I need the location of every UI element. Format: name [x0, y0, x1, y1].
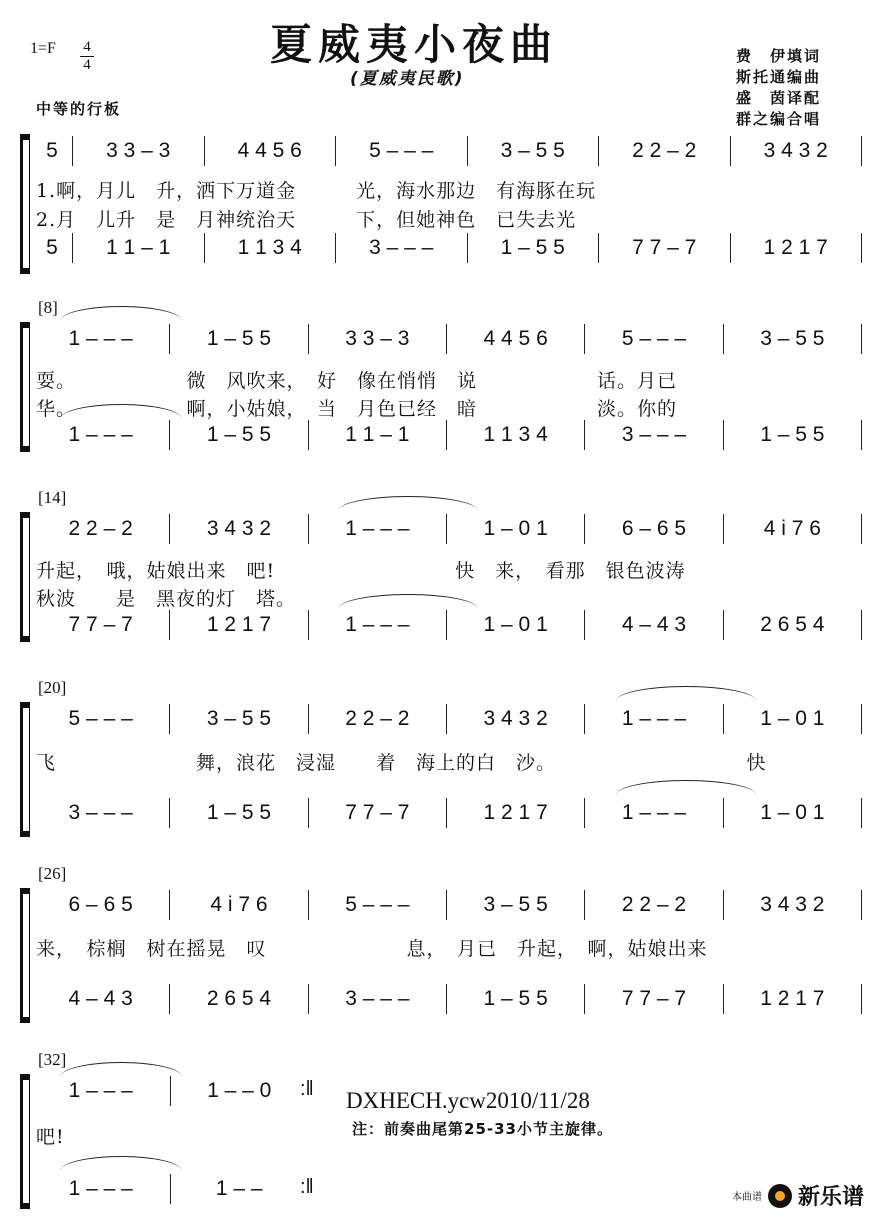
measure: [32, 704, 170, 734]
measure: [585, 610, 723, 640]
measure: [32, 420, 170, 450]
measure: [309, 704, 447, 734]
notes: 3 – 5 5: [206, 707, 272, 730]
watermark-prefix: 本曲谱: [732, 1192, 762, 1203]
notes: 2 2 – 2: [68, 517, 133, 540]
notes: 3 – – –: [68, 801, 133, 824]
measure: [724, 704, 862, 734]
notes: 7 7 – 7: [621, 987, 687, 1010]
score-system-3: [0, 482, 888, 652]
notes: 1 1 3 4: [237, 236, 302, 259]
notes: 3 3 – 3: [106, 139, 171, 162]
vinyl-record-icon: [768, 1184, 792, 1208]
notes: 2 6 5 4: [206, 987, 272, 1010]
lyric-verse-1: 1.啊，月儿 升，洒下万道金 光，海水那边 有海豚在玩: [36, 180, 597, 202]
notes: 1 – 5 5: [500, 236, 565, 259]
measure: [170, 610, 308, 640]
system-brace: [20, 888, 30, 1023]
notes: 4 i 7 6: [763, 517, 821, 540]
lower-staff: [32, 233, 862, 263]
upper-staff: [32, 890, 862, 920]
measure-number: [8]: [38, 298, 58, 317]
arranger-signature: DXHECH.ycw2010/11/28: [346, 1088, 590, 1113]
measure: [32, 324, 170, 354]
lower-staff: [32, 798, 862, 828]
measure: [724, 610, 862, 640]
measure: [585, 890, 723, 920]
notes: 4 i 7 6: [210, 893, 268, 916]
notes: 1 – – –: [68, 423, 133, 446]
measure: [32, 984, 170, 1014]
notes: 1 – 0 1: [760, 707, 825, 730]
measure: [585, 798, 723, 828]
measure: [447, 324, 585, 354]
measure: [32, 136, 73, 166]
lyric-verse-1: 来， 棕榈 树在摇晃 叹 息， 月已 升起， 啊，姑娘出来: [36, 938, 708, 960]
notes: 1 – 5 5: [760, 423, 825, 446]
measure: [170, 514, 308, 544]
measure: [724, 798, 862, 828]
measure: [309, 890, 447, 920]
notes: 3 4 3 2: [760, 893, 825, 916]
measure: [32, 890, 170, 920]
notes: 2 2 – 2: [345, 707, 410, 730]
tie: [60, 306, 182, 321]
system-brace: [20, 512, 30, 642]
measure: [170, 704, 308, 734]
tie: [338, 496, 478, 511]
system-brace: [20, 322, 30, 452]
notes: 7 7 – 7: [345, 801, 410, 824]
measure: [336, 136, 468, 166]
measure: [309, 514, 447, 544]
measure: [170, 420, 308, 450]
time-signature-top: 4: [83, 39, 91, 55]
measure: [724, 420, 862, 450]
upper-staff: [32, 136, 862, 166]
notes: 1 – 5 5: [206, 327, 272, 350]
notes: 1 – 0 1: [483, 613, 548, 636]
notes: 4 4 5 6: [237, 139, 302, 162]
measure: [599, 233, 731, 263]
measure: [32, 610, 170, 640]
measure: [73, 136, 205, 166]
measure: [205, 233, 337, 263]
system-brace: [20, 134, 30, 274]
notes: 3 – – –: [621, 423, 687, 446]
notes: 3 – 5 5: [483, 893, 548, 916]
upper-staff: [32, 704, 862, 734]
notes: 2 6 5 4: [760, 613, 825, 636]
notes: 1 2 1 7: [206, 613, 272, 636]
measure: [447, 610, 585, 640]
credit-lyricist: 费 伊填词: [736, 47, 822, 65]
key-signature: 1=F: [30, 40, 56, 57]
notes: 1 – 5 5: [483, 987, 548, 1010]
measure-number: [32]: [38, 1050, 67, 1069]
notes: 5: [46, 236, 58, 259]
notes: 1 2 1 7: [760, 987, 825, 1010]
measure: [170, 798, 308, 828]
measure: [170, 984, 308, 1014]
lyric-verse-1: 吧!: [36, 1126, 65, 1148]
measure: [73, 233, 205, 263]
notes: 4 4 5 6: [483, 327, 548, 350]
notes: 5 – – –: [68, 707, 133, 730]
measure: [32, 1076, 171, 1106]
measure: [447, 420, 585, 450]
credit-arranger: 群之编合唱: [736, 110, 822, 128]
measure: [731, 233, 863, 263]
watermark: [732, 1180, 864, 1211]
notes: 1 – 5 5: [206, 801, 272, 824]
measure: [447, 798, 585, 828]
tie: [616, 780, 756, 795]
measure-number: [26]: [38, 864, 67, 883]
credit-translator: 盛 茵译配: [736, 89, 822, 107]
notes: 5 – – –: [369, 139, 434, 162]
tie: [60, 1156, 182, 1171]
score-system-5: [0, 858, 888, 1033]
measure: [468, 233, 600, 263]
notes: 3 – 5 5: [760, 327, 825, 350]
notes: 6 – 6 5: [621, 517, 687, 540]
notes: 5 – – –: [345, 893, 410, 916]
measure: [468, 136, 600, 166]
upper-staff: [32, 324, 862, 354]
footnote: 注：前奏曲尾第25-33小节主旋律。: [352, 1120, 613, 1138]
notes: 1 – – –: [621, 707, 687, 730]
notes: 7 7 – 7: [68, 613, 133, 636]
notes: 3 – 5 5: [500, 139, 565, 162]
lyric-verse-1: 飞 舞，浪花 浸湿 着 海上的白 沙。 快: [36, 752, 767, 774]
lyric-verse-1: 升起， 哦，姑娘出来 吧! 快 来， 看那 银色波涛: [36, 560, 686, 582]
measure: [309, 420, 447, 450]
system-brace: [20, 1074, 30, 1209]
notes: 2 2 – 2: [621, 893, 687, 916]
measure: [447, 984, 585, 1014]
measure-number: [20]: [38, 678, 67, 697]
lyric-verse-2: 秋波 是 黑夜的灯 塔。: [36, 588, 297, 610]
score-system-1: [0, 130, 888, 280]
measure: [599, 136, 731, 166]
measure: [32, 514, 170, 544]
lower-staff: [32, 984, 862, 1014]
notes: 1 – – –: [68, 327, 133, 350]
notes: 1 1 – 1: [106, 236, 171, 259]
measure: [585, 514, 723, 544]
notes: 1 2 1 7: [763, 236, 828, 259]
notes: 3 4 3 2: [206, 517, 272, 540]
notes: 1 – – –: [345, 613, 410, 636]
notes: 1 – – –: [621, 801, 687, 824]
measure: [309, 984, 447, 1014]
notes: 6 – 6 5: [68, 893, 133, 916]
measure: [309, 798, 447, 828]
notes: 1 – 0 1: [760, 801, 825, 824]
measure: [205, 136, 337, 166]
score-system-4: [0, 672, 888, 847]
measure: [731, 136, 863, 166]
measure: [585, 984, 723, 1014]
tie: [616, 686, 756, 701]
measure: [724, 514, 862, 544]
measure: [309, 324, 447, 354]
notes: 1 2 1 7: [483, 801, 548, 824]
credit-composer: 斯托通编曲: [736, 68, 822, 86]
measure: [171, 1076, 309, 1106]
page-subtitle: (夏威夷民歌): [350, 69, 465, 89]
notes: 4 – 4 3: [68, 987, 133, 1010]
notes: 1 – –: [215, 1177, 263, 1200]
measure: [724, 890, 862, 920]
measure: [32, 1174, 171, 1204]
measure: [724, 324, 862, 354]
notes: 3 4 3 2: [763, 139, 828, 162]
measure: [170, 324, 308, 354]
measure: [585, 704, 723, 734]
notes: 5 – – –: [621, 327, 687, 350]
notes: 2 2 – 2: [632, 139, 697, 162]
upper-staff: [32, 1076, 308, 1106]
notes: 7 7 – 7: [632, 236, 697, 259]
measure: [336, 233, 468, 263]
notes: 1 – – 0: [207, 1079, 272, 1102]
time-signature-bottom: 4: [83, 57, 91, 73]
notes: 1 1 – 1: [345, 423, 410, 446]
measure: [170, 890, 308, 920]
measure: [32, 798, 170, 828]
lyric-verse-1: 耍。 微 风吹来， 好 像在悄悄 说 话。月已: [36, 370, 678, 392]
watermark-brand: 新乐谱: [798, 1185, 865, 1210]
notes: 3 3 – 3: [345, 327, 410, 350]
score-system-2: [0, 292, 888, 462]
lyric-verse-2: 华。 啊，小姑娘， 当 月色已经 暗 淡。你的: [36, 398, 678, 420]
time-signature: [80, 40, 94, 73]
notes: 3 – – –: [369, 236, 434, 259]
tie: [60, 1062, 182, 1077]
lower-staff: [32, 610, 862, 640]
upper-staff: [32, 514, 862, 544]
notes: 1 – – –: [68, 1079, 133, 1102]
notes: 5: [46, 139, 58, 162]
measure: [724, 984, 862, 1014]
measure: [447, 890, 585, 920]
measure: [171, 1174, 309, 1204]
notes: 3 4 3 2: [483, 707, 548, 730]
measure: [585, 420, 723, 450]
notes: 1 – – –: [68, 1177, 133, 1200]
credits: [736, 46, 821, 130]
lower-staff: [32, 420, 862, 450]
repeat-end-sign: :‖: [300, 1176, 314, 1198]
notes: 1 – 5 5: [206, 423, 272, 446]
page-title: 夏威夷小夜曲: [270, 20, 559, 69]
notes: 1 – – –: [345, 517, 410, 540]
repeat-end-sign: :‖: [300, 1078, 314, 1100]
lyric-verse-2: 2.月 儿升 是 月神统治天 下，但她神色 已失去光: [36, 209, 577, 231]
measure-number: [14]: [38, 488, 67, 507]
lower-staff: [32, 1174, 308, 1204]
notes: 3 – – –: [345, 987, 410, 1010]
system-brace: [20, 702, 30, 837]
measure: [585, 324, 723, 354]
measure: [32, 233, 73, 263]
notes: 1 1 3 4: [483, 423, 548, 446]
notes: 1 – 0 1: [483, 517, 548, 540]
tempo-marking: 中等的行板: [36, 100, 122, 118]
measure: [447, 704, 585, 734]
notes: 4 – 4 3: [621, 613, 687, 636]
measure: [447, 514, 585, 544]
measure: [309, 610, 447, 640]
